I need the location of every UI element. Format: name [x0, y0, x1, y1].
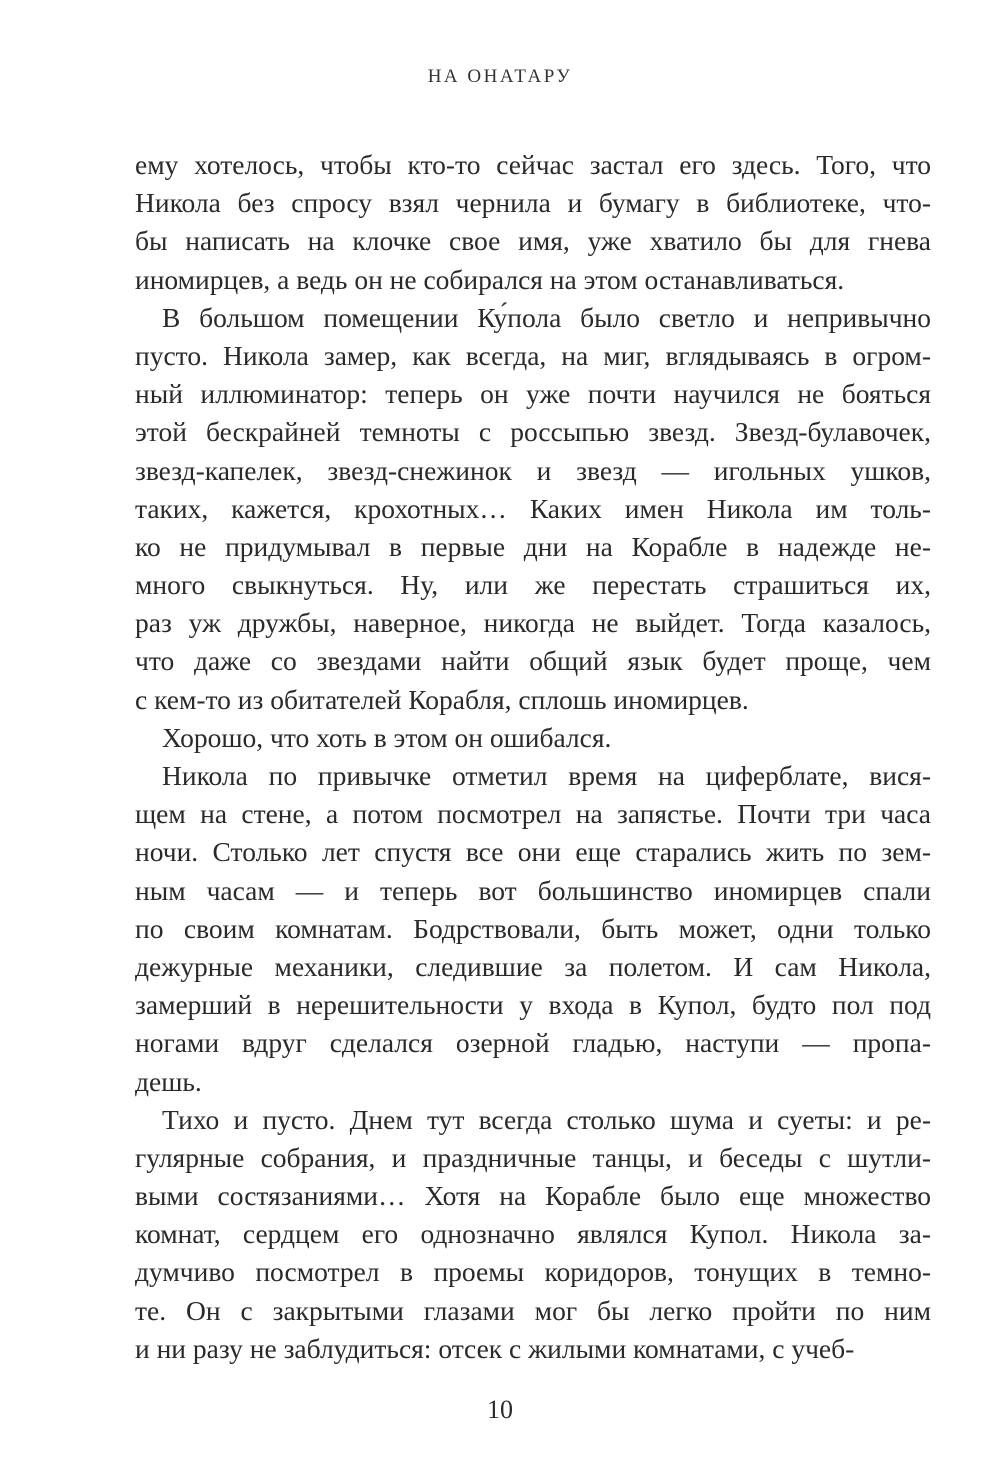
- text-line: дежурные механики, следившие за полетом. И сам Никола,: [135, 950, 931, 982]
- text-line: Хорошо, что хоть в этом он ошибался.: [162, 721, 612, 753]
- text-line: комнат, сердцем его однозначно являлся Купол. Никола за-: [135, 1218, 931, 1250]
- text-line: Тихо и пусто. Днем тут всегда столько шума и суеты: и ре-: [162, 1103, 931, 1135]
- text-line: В большом помещении Ку́пола было светло и непривычно: [162, 301, 931, 333]
- text-line: иномирцев, а ведь он не собирался на этом останавливаться.: [135, 263, 845, 295]
- text-line: по своим комнатам. Бодрствовали, быть может, одни только: [135, 912, 931, 944]
- text-line: и ни разу не заблудиться: отсек с жилыми комнатами, с учеб-: [135, 1332, 855, 1364]
- text-line: замерший в нерешительности у входа в Купол, будто пол под: [135, 989, 931, 1021]
- paragraph: [135, 1101, 931, 1368]
- text-line: ногами вдруг сделался озерной гладью, наступи — пропа-: [135, 1027, 931, 1059]
- text-line: ный иллюминатор: теперь он уже почти научился не бояться: [135, 378, 931, 410]
- text-line: ночи. Столько лет спустя все они еще старались жить по зем-: [135, 836, 931, 868]
- text-line: звезд-капелек, звезд-снежинок и звезд — игольных ушков,: [135, 454, 931, 486]
- text-line: думчиво посмотрел в проемы коридоров, тонущих в темно-: [135, 1256, 931, 1288]
- paragraph: [135, 299, 931, 719]
- text-line: выми состязаниями… Хотя на Корабле было еще множество: [135, 1180, 931, 1212]
- paragraph: [135, 146, 931, 299]
- text-line: пусто. Никола замер, как всегда, на миг, вглядываясь в огром-: [135, 339, 931, 371]
- text-line: Никола по привычке отметил время на циферблате, вися-: [162, 760, 931, 791]
- paragraph: [135, 757, 931, 1101]
- text-line: ему хотелось, чтобы кто-то сейчас застал его здесь. Того, что: [135, 149, 931, 180]
- text-line: что даже со звездами найти общий язык будет проще, чем: [135, 645, 931, 677]
- text-line: ным часам — и теперь вот большинство иномирцев спали: [135, 874, 931, 906]
- text-line: таких, кажется, крохотных… Каких имен Никола им толь-: [135, 492, 931, 524]
- text-line: Никола без спросу взял чернила и бумагу в библиотеке, что-: [135, 187, 931, 219]
- page-number: 10: [487, 1395, 513, 1424]
- paragraph: [135, 719, 931, 757]
- text-line: гулярные собрания, и праздничные танцы, и беседы с шутли-: [135, 1141, 931, 1173]
- text-line: с кем-то из обитателей Корабля, сплошь иномирцев.: [135, 683, 749, 715]
- text-line: щем на стене, а потом посмотрел на запястье. Почти три часа: [135, 798, 931, 830]
- text-line: ко не придумывал в первые дни на Корабле в надежде не-: [135, 530, 931, 562]
- text-line: дешь.: [135, 1065, 202, 1097]
- text-line: этой бескрайней темноты с россыпью звезд. Звезд-булавочек,: [135, 416, 931, 448]
- text-line: бы написать на клочке свое имя, уже хватило бы для гнева: [135, 225, 931, 257]
- text-line: много свыкнуться. Ну, или же перестать страшиться их,: [135, 569, 931, 601]
- running-head: НА ОНАТАРУ: [427, 66, 573, 87]
- text-line: раз уж дружбы, наверное, никогда не выйдет. Тогда казалось,: [135, 607, 931, 639]
- text-line: те. Он с закрытыми глазами мог бы легко пройти по ним: [135, 1294, 931, 1326]
- body-text: [135, 146, 931, 1368]
